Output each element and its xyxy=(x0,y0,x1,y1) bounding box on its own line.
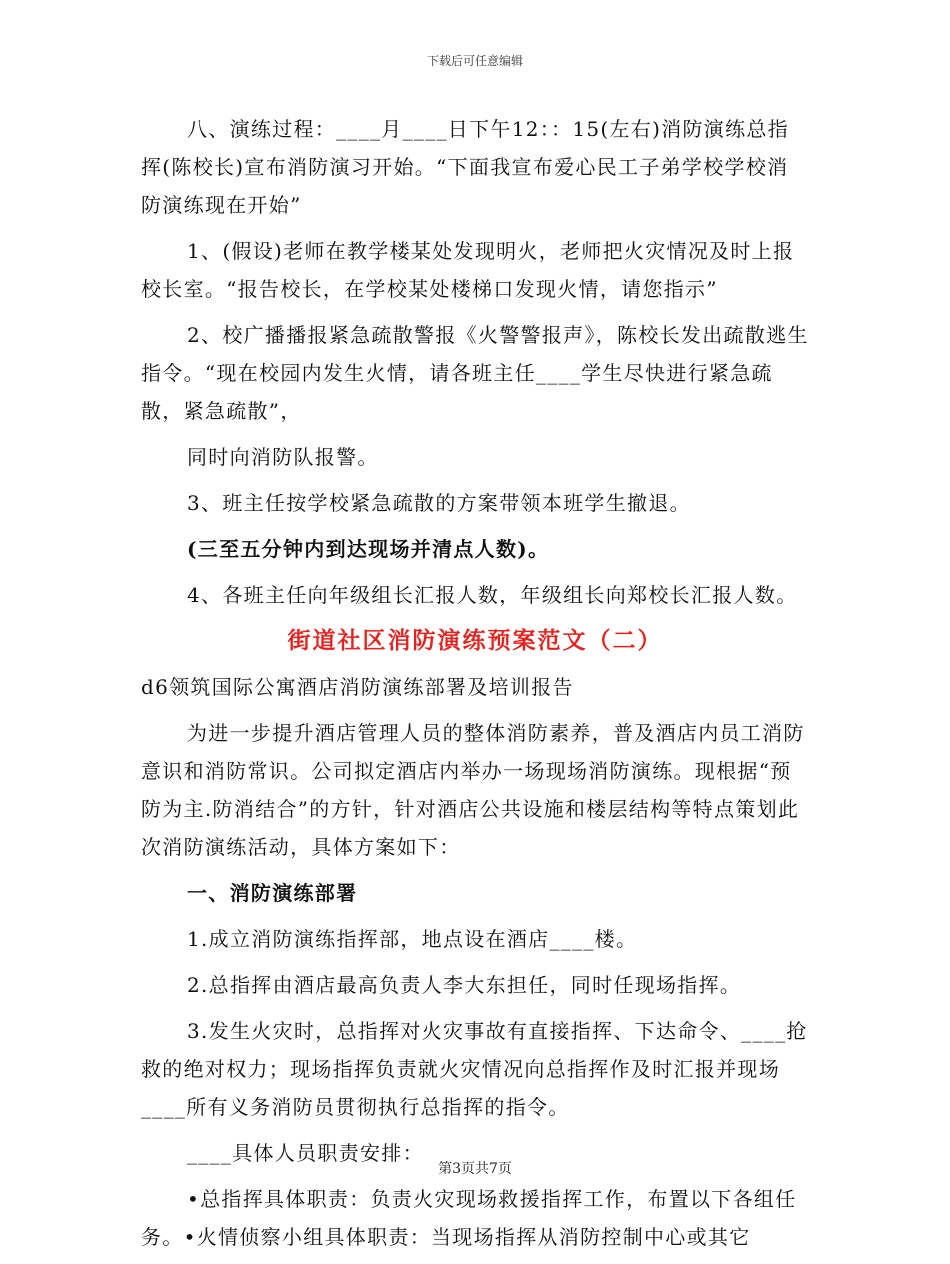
paragraph-step-2: 2、校广播播报紧急疏散警报《火警警报声》，陈校长发出疏散逃生指令。“现在校园内发生火情，请各班主任____学生尽快进行紧急疏散，紧急疏散”， xyxy=(141,323,809,423)
paragraph-call-fire-brigade: 同时向消防队报警。 xyxy=(187,445,379,469)
page-header: 下载后可任意编辑 xyxy=(426,54,523,68)
paragraph-step-4: 4、各班主任向年级组长汇报人数，年级组长向郑校长汇报人数。 xyxy=(187,583,798,607)
paragraph-deploy-3: 3.发生火灾时，总指挥对火灾事故有直接指挥、下达命令、____抢救的绝对权力；现场指挥负责就火灾情况向总指挥作及时汇报并现场____所有义务消防员贯彻执行总指挥的指令。 xyxy=(141,1019,808,1119)
report-title: d6领筑国际公寓酒店消防演练部署及培训报告 xyxy=(141,675,574,699)
page-number: 第3页共7页 xyxy=(438,1161,512,1177)
paragraph-deploy-1: 1.成立消防演练指挥部，地点设在酒店____楼。 xyxy=(187,927,638,951)
document-body xyxy=(141,110,809,1264)
section-heading: 街道社区消防演练预案范文（二） xyxy=(287,627,663,654)
paragraph-drill-process: 八、演练过程：____月____日下午12：：15(左右)消防演练总指挥(陈校长)宣布消防演习开始。“下面我宣布爱心民工子弟学校学校消防演练现在开始” xyxy=(141,117,790,217)
paragraph-duties-title: ____具体人员职责安排： xyxy=(187,1141,424,1165)
subheading-deployment: 一、消防演练部署 xyxy=(187,881,358,905)
paragraph-intro: 为进一步提升酒店管理人员的整体消防素养，普及酒店内员工消防意识和消防常识。公司拟定酒店内举办一场现场消防演练。现根据“预防为主.防消结合”的方针，针对酒店公共设施和楼层结构等特点策划此次消防演练活动，具体方案如下： xyxy=(141,721,805,859)
paragraph-step-1: 1、(假设)老师在教学楼某处发现明火，老师把火灾情况及时上报校长室。“报告校长，在学校某处楼梯口发现火情，请您指示” xyxy=(141,239,795,301)
paragraph-duties: •总指挥具体职责：负责火灾现场救援指挥工作，布置以下各组任务。•火情侦察小组具体职责：当现场指挥从消防控制中心或其它 xyxy=(141,1187,797,1249)
paragraph-time-note: (三至五分钟内到达现场并清点人数)。 xyxy=(187,537,550,561)
paragraph-step-3: 3、班主任按学校紧急疏散的方案带领本班学生撤退。 xyxy=(187,491,691,515)
paragraph-deploy-2: 2.总指挥由酒店最高负责人李大东担任，同时任现场指挥。 xyxy=(187,973,742,997)
